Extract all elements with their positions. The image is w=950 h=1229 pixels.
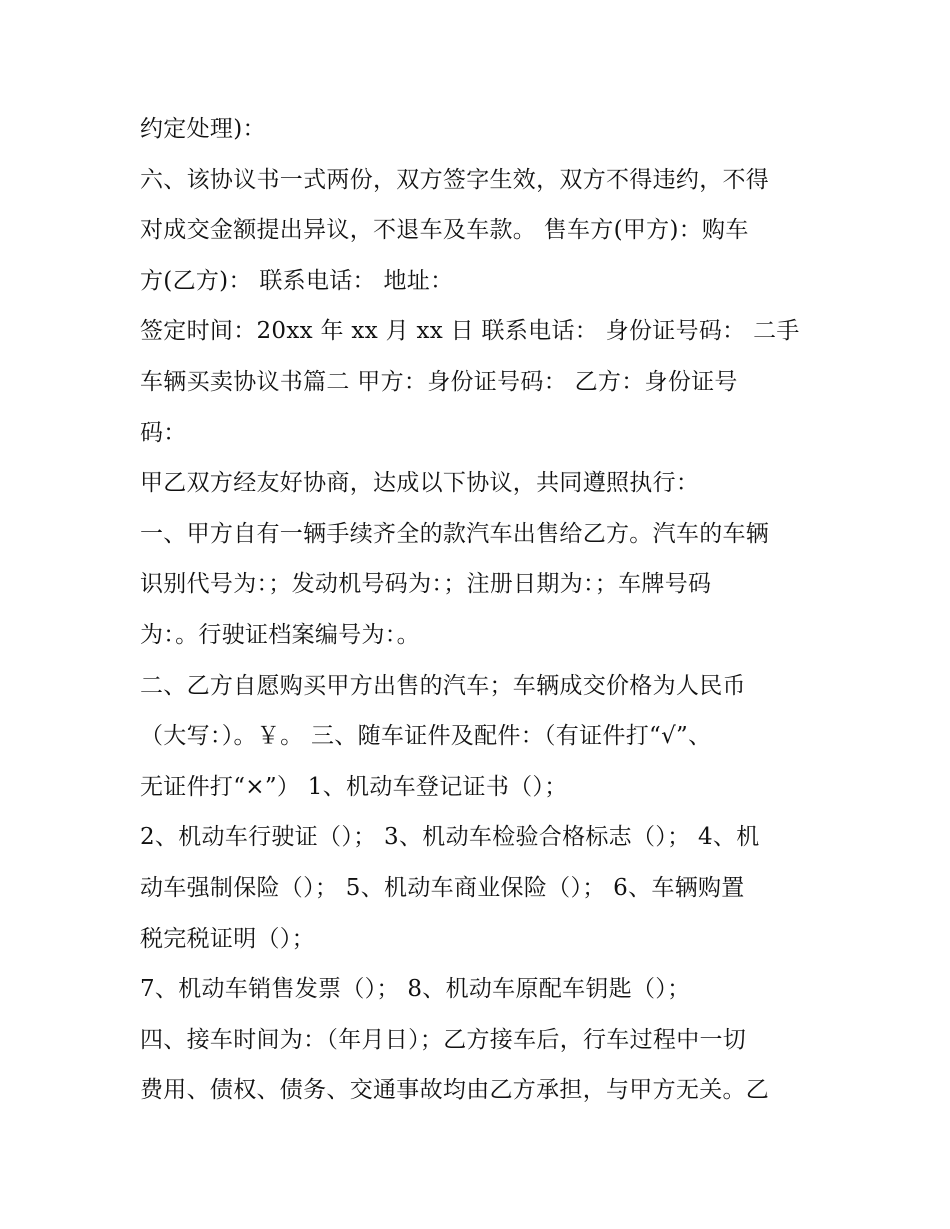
text-line: （大写：）。￥。 三、随车证件及配件：（有证件打“√”、: [140, 723, 712, 750]
text-line: 税完税证明（）；: [140, 925, 315, 952]
text-line: 一、甲方自有一辆手续齐全的款汽车出售给乙方。汽车的车辆: [140, 520, 770, 547]
text-line: 7、机动车销售发票（）； 8、机动车原配车钥匙（）；: [140, 976, 691, 1003]
text-line: 为：。行驶证档案编号为：。: [140, 621, 420, 648]
document-body: [140, 104, 820, 1116]
text-line: 无证件打“×”） 1、机动车登记证书（）；: [140, 773, 568, 800]
text-line: 签定时间：20xx 年 xx 月 xx 日 联系电话： 身份证号码： 二手: [140, 318, 800, 345]
text-line: 甲乙双方经友好协商，达成以下协议，共同遵照执行：: [140, 470, 700, 497]
text-line: 约定处理)：: [140, 116, 266, 142]
text-line: 费用、债权、债务、交通事故均由乙方承担，与甲方无关。乙: [140, 1077, 770, 1104]
text-line: 码：: [140, 419, 187, 446]
text-line: 四、接车时间为：（年月日）；乙方接车后，行车过程中一切: [140, 1026, 747, 1053]
text-line: 六、该协议书一式两份，双方签字生效，双方不得违约，不得: [140, 166, 770, 193]
text-line: 动车强制保险（）； 5、机动车商业保险（）； 6、车辆购置: [140, 874, 745, 901]
text-line: 二、乙方自愿购买甲方出售的汽车；车辆成交价格为人民币: [140, 672, 746, 699]
text-line: 车辆买卖协议书篇二 甲方：身份证号码： 乙方：身份证号: [140, 368, 738, 395]
text-line: 识别代号为：；发动机号码为：；注册日期为：；车牌号码: [140, 571, 712, 598]
text-line: 2、机动车行驶证（）； 3、机动车检验合格标志（）； 4、机: [140, 824, 760, 851]
text-line: 方(乙方)： 联系电话： 地址：: [140, 267, 454, 294]
text-line: 对成交金额提出异议，不退车及车款。 售车方(甲方)：购车: [140, 217, 749, 244]
